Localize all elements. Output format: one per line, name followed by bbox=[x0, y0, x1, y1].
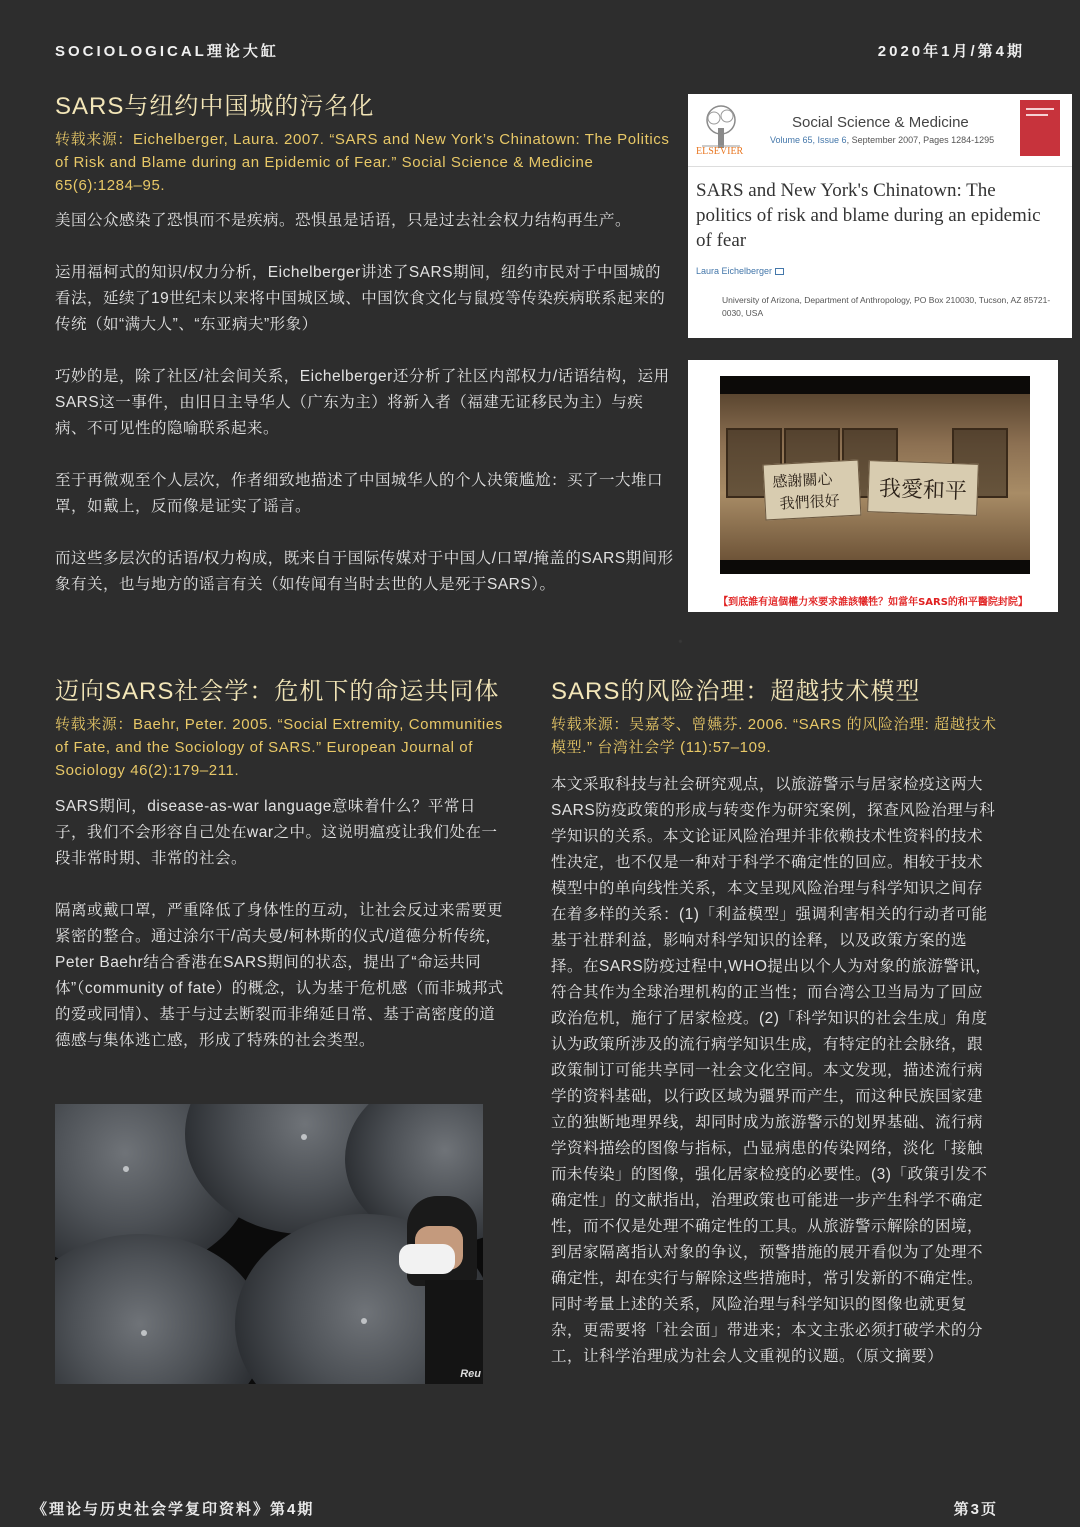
article2-paragraph: SARS期间，disease-as-war language意味着什么？平常日子，我们不会形容自己处在war之中。这说明瘟疫让我们处在一段非常时期、非常的社会。 bbox=[55, 798, 498, 867]
article3-title: SARS的风险治理：超越技术模型 bbox=[551, 678, 921, 705]
article1-paragraph: 至于再微观至个人层次，作者细致地描述了中国城华人的个人决策尴尬：买了一大堆口罩，如戴上，反而像是证实了谣言。 bbox=[55, 472, 664, 515]
journal-screenshot bbox=[688, 94, 1072, 338]
article1-paragraph: 而这些多层次的话语/权力构成，既来自于国际传媒对于中国人/口罩/掩盖的SARS期间形象有关，也与地方的谣言有关（如传闻有当时去世的人是死于SARS）。 bbox=[55, 550, 674, 593]
article2-title: 迈向SARS社会学：危机下的命运共同体 bbox=[55, 678, 500, 705]
article2-body bbox=[55, 794, 505, 1054]
article2-source: 转载来源：Baehr, Peter. 2005. “Social Extremity, Communities of Fate, and the Sociology of SARS.” European Journal of Sociology 46(2):179–211. bbox=[55, 716, 503, 779]
article1-paragraph: 美国公众感染了恐惧而不是疾病。恐惧虽是话语，只是过去社会权力结构再生产。 bbox=[55, 212, 632, 229]
article1-body bbox=[55, 208, 675, 598]
article1-paragraph: 巧妙的是，除了社区/社会间关系，Eichelberger还分析了社区内部权力/话语结构，运用SARS这一事件，由旧日主导华人（广东为主）将新入者（福建无证移民为主）与疾病、不可见性的隐喻联系起来。 bbox=[55, 368, 670, 437]
volume-link[interactable]: Volume 65, Issue 6 bbox=[770, 135, 847, 145]
article1-paragraph: 运用福柯式的知识/权力分析，Eichelberger讲述了SARS期间，纽约市民对于中国城的看法，延续了19世纪末以来将中国城区域、中国饮食文化与鼠疫等传染疾病联系起来的传统（如“满大人”、“东亚病夫”形象） bbox=[55, 264, 666, 333]
article2-paragraph: 隔离或戴口罩，严重降低了身体性的互动，让社会反过来需要更紧密的整合。通过涂尔干/高夫曼/柯林斯的仪式/道德分析传统，Peter Baehr结合香港在SARS期间的状态，提出了“命运共同体”（community of fate）的概念，认为基于危机感（而非城邦式的爱或同情）、基于与过去断裂而非绵延日常、基于高密度的道德感与集体逃亡感，形成了特殊的社会类型。 bbox=[55, 902, 504, 1049]
article1-title: SARS与纽约中国城的污名化 bbox=[55, 93, 375, 120]
volume-date-pages: , September 2007, Pages 1284-1295 bbox=[846, 135, 995, 145]
face-mask bbox=[399, 1244, 455, 1274]
journal-author[interactable] bbox=[696, 266, 784, 276]
article3-source: 转载来源：吴嘉苓、曾嬿芬. 2006. “SARS 的风险治理: 超越技术模型.” 台湾社会学 (11):57–109. bbox=[551, 716, 997, 756]
article3-paragraph: 本文采取科技与社会研究观点，以旅游警示与居家检疫这两大SARS防疫政策的形成与转变作为研究案例，探查风险治理与科学知识的关系。本文论证风险治理并非依赖技术性资料的技术性决定，也不仅是一种对于科学不确定性的回应。相较于技术模型中的单向线性关系，本文呈现风险治理与科学知识之间存在着多样的关系：(1)「利益模型」强调利害相关的行动者可能基于社群利益，影响对科学知识的诠释，以及政策方案的选择。在SARS防疫过程中,WHO提出以个人为对象的旅游警讯，符合其作为全球治理机构的正当性；而台湾公卫当局为了回应政治危机，施行了居家检疫。(2)「科学知识的社会生成」角度认为政策所涉及的流行病学知识生成，有特定的社会脉络，跟政策制订可能共享同一社会文化空间。本文发现，描述流行病学的资料基础，以行政区域为疆界而产生，而这种民族国家建立的独断地理界线，却同时成为旅游警示的划界基础、流行病学资料描绘的图像与指标，凸显病患的传染网络，淡化「接触而未传染」的图像，强化居家检疫的必要性。(3)「政策引发不确定性」的文献指出，治理政策也可能进一步产生科学不确定性，而不仅是处理不确定性的工具。从旅游警示解除的困境，到居家隔离指认对象的争议，预警措施的展开看似为了处理不确定性，却在实行与解除这些措施时，常引发新的不确定性。同时考量上述的关系，风险治理与科学知识的图像也就更复杂，更需要将「社会面」带进来；本文主张必须打破学术的分工，让科学治理成为社会人文重视的议题。（原文摘要） bbox=[551, 776, 996, 1365]
sign-left: 感謝關心 我們很好 bbox=[763, 460, 862, 521]
article1-source: 转载来源：Eichelberger, Laura. 2007. “SARS and New York’s Chinatown: The Politics of Risk and Blame during an Epidemic of Fear.” Social Science & Medicine 65(6):1284–95. bbox=[55, 131, 670, 194]
journal-cover-thumbnail bbox=[1020, 100, 1060, 156]
footer-publication: 《理论与历史社会学复印资料》第4期 bbox=[32, 1501, 315, 1518]
email-icon[interactable] bbox=[775, 268, 784, 275]
journal-name[interactable]: Social Science & Medicine bbox=[792, 114, 969, 131]
umbrella-mask-photo bbox=[55, 1104, 483, 1384]
publisher-name: ELSEVIER bbox=[696, 146, 744, 157]
journal-affiliation: University of Arizona, Department of Anthropology, PO Box 210030, Tucson, AZ 85721-0030, USA bbox=[722, 295, 1051, 318]
photo-credit: Reu bbox=[460, 1368, 481, 1380]
journal-header bbox=[688, 94, 1072, 167]
journal-volume bbox=[770, 135, 994, 145]
article3-body bbox=[551, 772, 997, 1370]
journal-article-title: SARS and New York's Chinatown: The politics of risk and blame during an epidemic of fear bbox=[696, 180, 1041, 251]
hospital-photo bbox=[720, 376, 1030, 574]
photo-caption: 【到底誰有這個權力來要求誰該犧牲？如當年SARS的和平醫院封院】 bbox=[718, 597, 1028, 608]
page-number: 第3页 bbox=[953, 1501, 998, 1518]
magazine-name: SOCIOLOGICAL理论大缸 bbox=[55, 43, 279, 60]
issue-date: 2020年1月/第4期 bbox=[877, 43, 1025, 60]
hospital-photo-card bbox=[688, 360, 1058, 612]
author-name[interactable]: Laura Eichelberger bbox=[696, 266, 773, 276]
sign-right: 我愛和平 bbox=[867, 460, 979, 516]
